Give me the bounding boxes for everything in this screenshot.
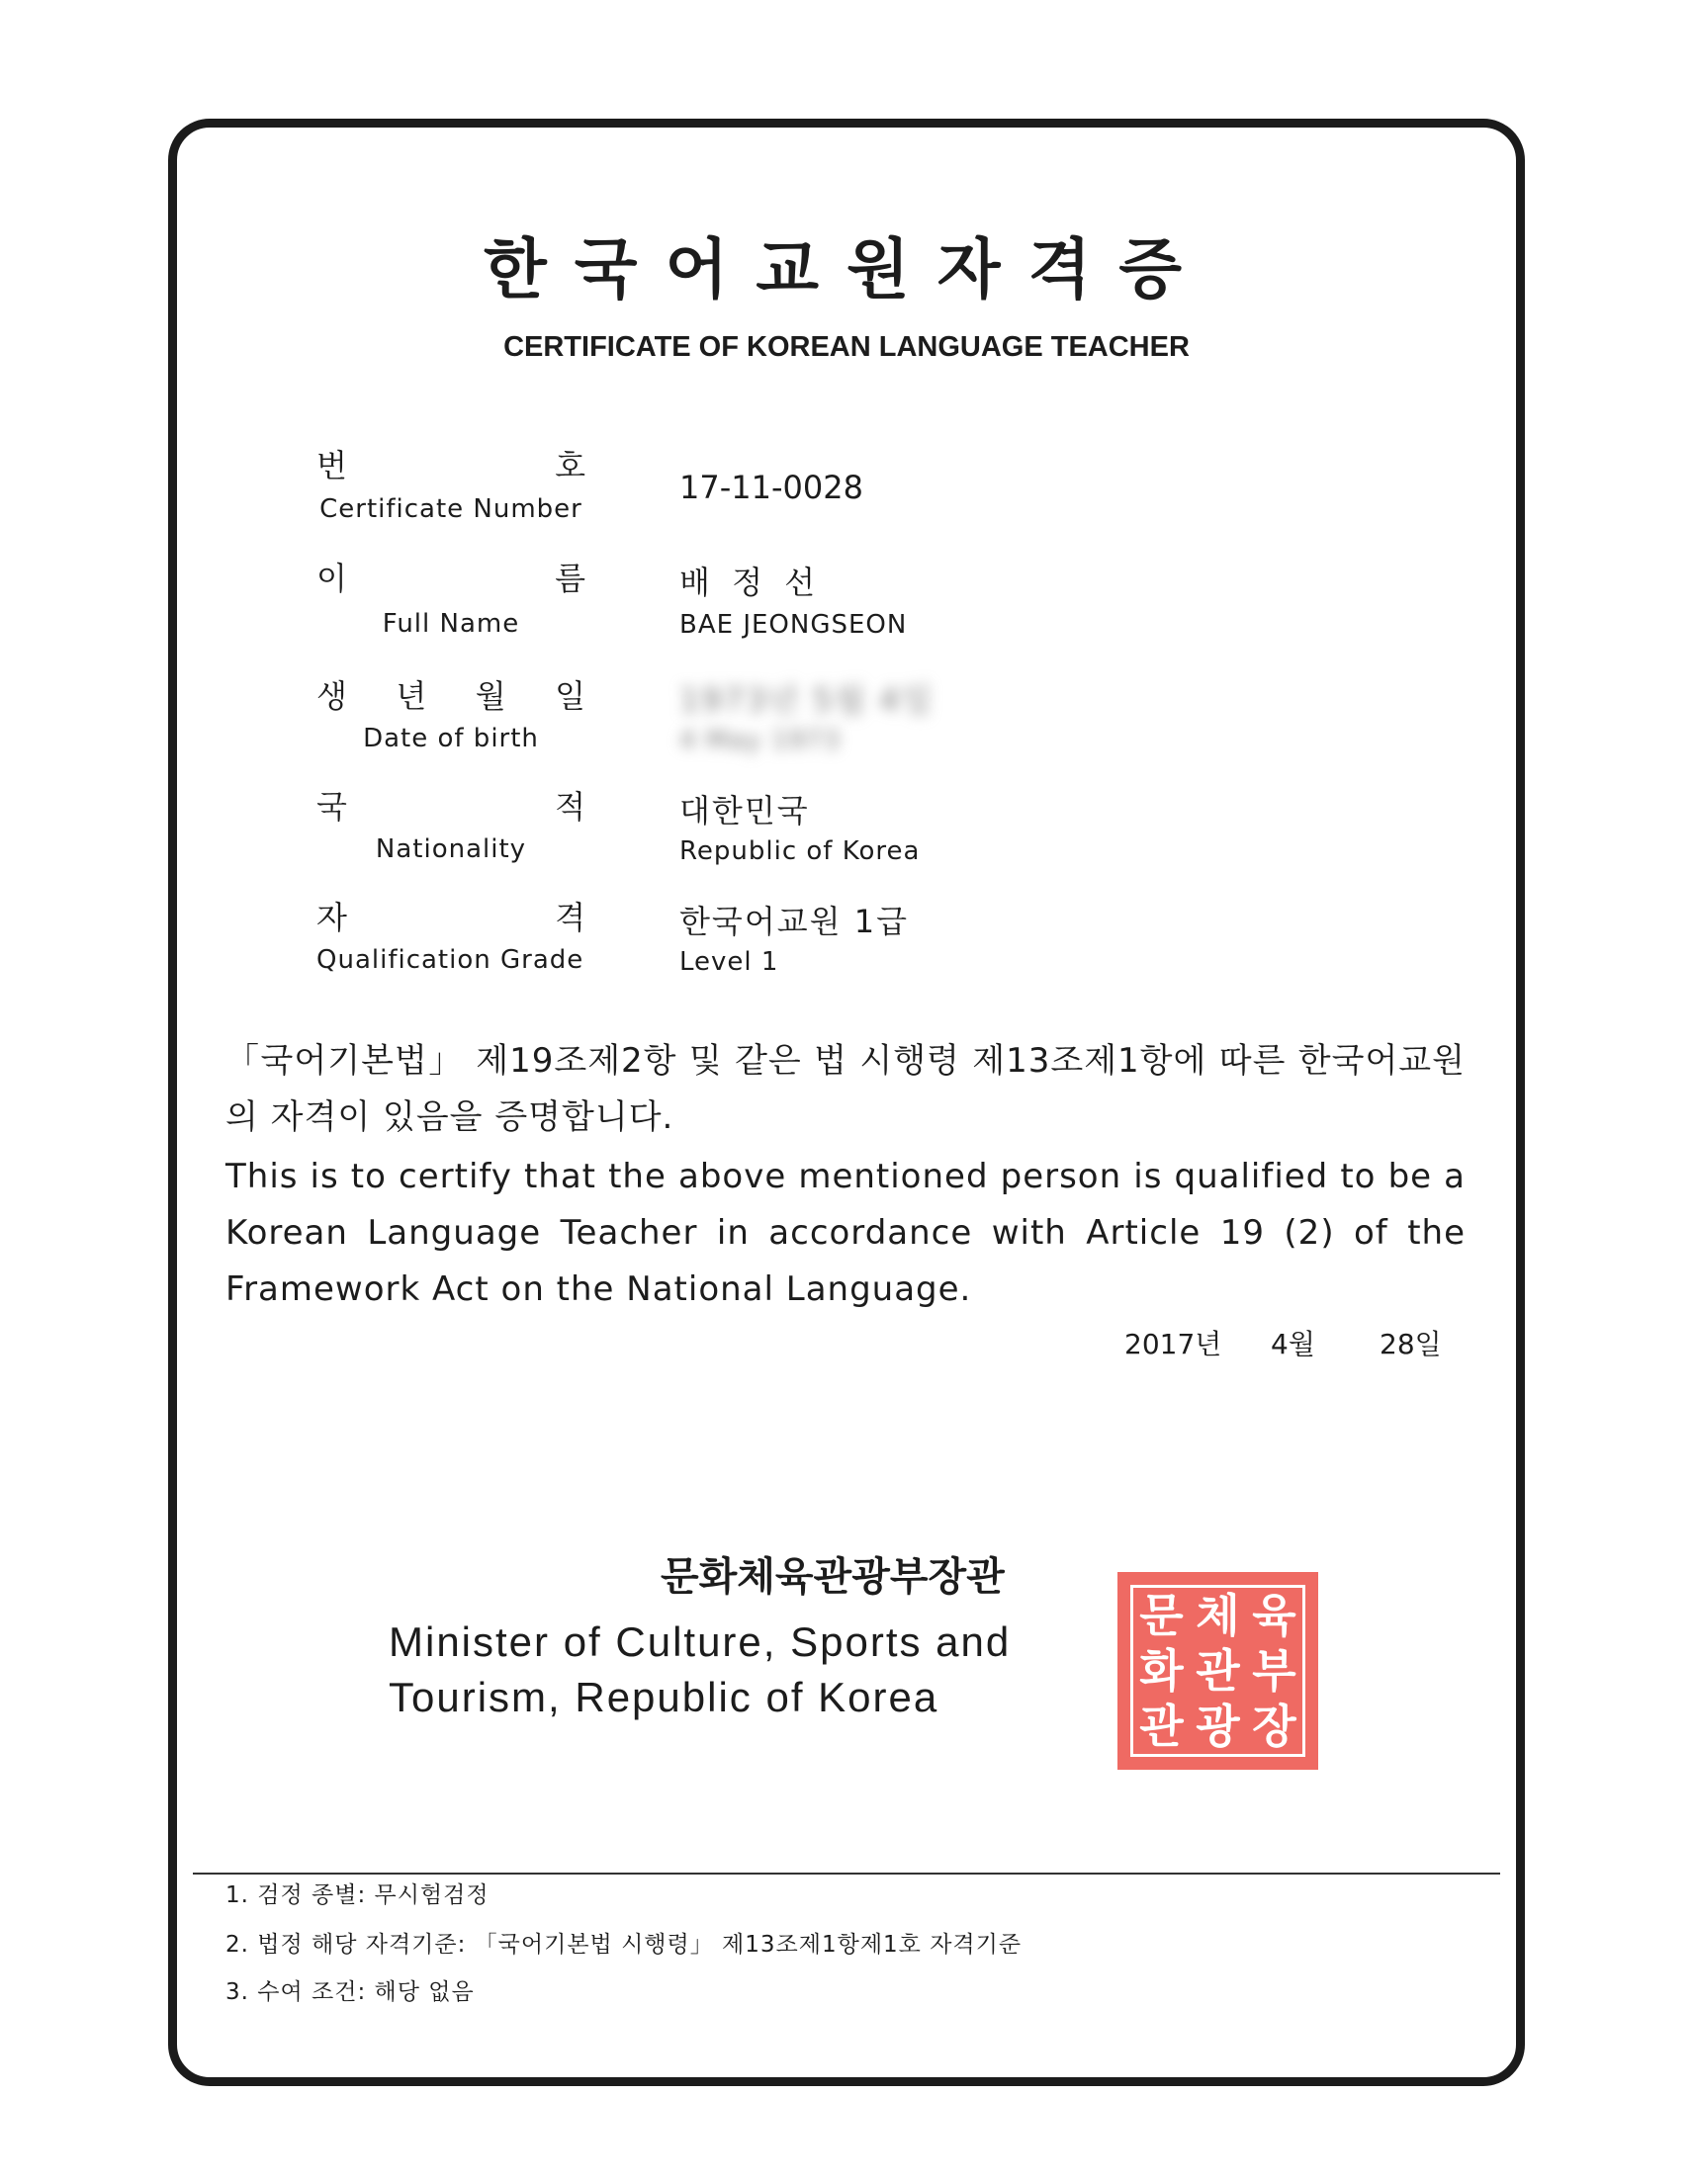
certificate-number-value: 17-11-0028 (679, 469, 863, 506)
issue-year: 2017년 (1124, 1328, 1222, 1360)
issue-day: 28일 (1380, 1328, 1442, 1360)
field-certificate-number (0, 447, 1693, 539)
label-korean: 생 년 월 일 (316, 677, 585, 715)
label-korean: 번 호 (316, 447, 585, 484)
label-korean: 이 름 (316, 560, 585, 597)
label-english: Certificate Number (319, 494, 582, 524)
note-item: 3. 수여 조건: 해당 없음 (225, 1979, 475, 2005)
label-english: Date of birth (363, 724, 539, 753)
label-korean: 국 적 (316, 788, 585, 826)
note-item: 1. 검정 종별: 무시험검정 (225, 1882, 490, 1908)
issuer-korean: 문화체육관광부장관 (661, 1554, 1005, 1600)
certificate-title-korean: 한국어교원자격증 (483, 231, 1210, 307)
issue-month: 4월 (1271, 1328, 1315, 1360)
birth-korean-value-redacted: 1973년 5월 4일 (679, 681, 935, 719)
label-korean: 자 격 (316, 899, 585, 936)
nationality-korean-value: 대한민국 (679, 792, 810, 830)
statement-korean: 「국어기본법」 제19조제2항 및 같은 법 시행령 제13조제1항에 따른 한국어교원의 자격이 있음을 증명합니다. (225, 1041, 1466, 1137)
seal-characters: 문 체 육 화 관 부 관 광 장 (1130, 1585, 1305, 1757)
issuer-english-line1: Minister of Culture, Sports and (389, 1618, 1012, 1665)
issuer-english-line2: Tourism, Republic of Korea (389, 1674, 939, 1720)
field-nationality (0, 788, 1693, 880)
qualification-korean-value: 한국어교원 1급 (679, 903, 910, 940)
nationality-english-value: Republic of Korea (679, 836, 921, 866)
footer-divider (193, 1873, 1500, 1875)
field-date-of-birth (0, 677, 1693, 769)
label-english: Nationality (375, 834, 527, 864)
name-english-value: BAE JEONGSEON (679, 610, 908, 640)
label-english: Full Name (382, 609, 520, 639)
qualification-english-value: Level 1 (679, 947, 779, 977)
issuer-english (389, 1615, 1091, 1725)
field-qualification-grade (0, 899, 1693, 991)
name-korean-value: 배 정 선 (679, 564, 822, 601)
note-item: 2. 법정 해당 자격기준: 「국어기본법 시행령」 제13조제1항제1호 자격기준 (225, 1932, 1023, 1958)
birth-english-value-redacted: 4 May 1973 (679, 726, 841, 755)
field-full-name (0, 560, 1693, 652)
label-english: Qualification Grade (316, 945, 584, 975)
statement-english: This is to certify that the above mentioned person is qualified to be a Korean Language Teacher in accordance with Article 19 (2) of the Framework Act on the National Language. (225, 1157, 1466, 1309)
certificate-title-english: CERTIFICATE OF KOREAN LANGUAGE TEACHER (503, 331, 1190, 363)
official-seal (1117, 1572, 1318, 1770)
